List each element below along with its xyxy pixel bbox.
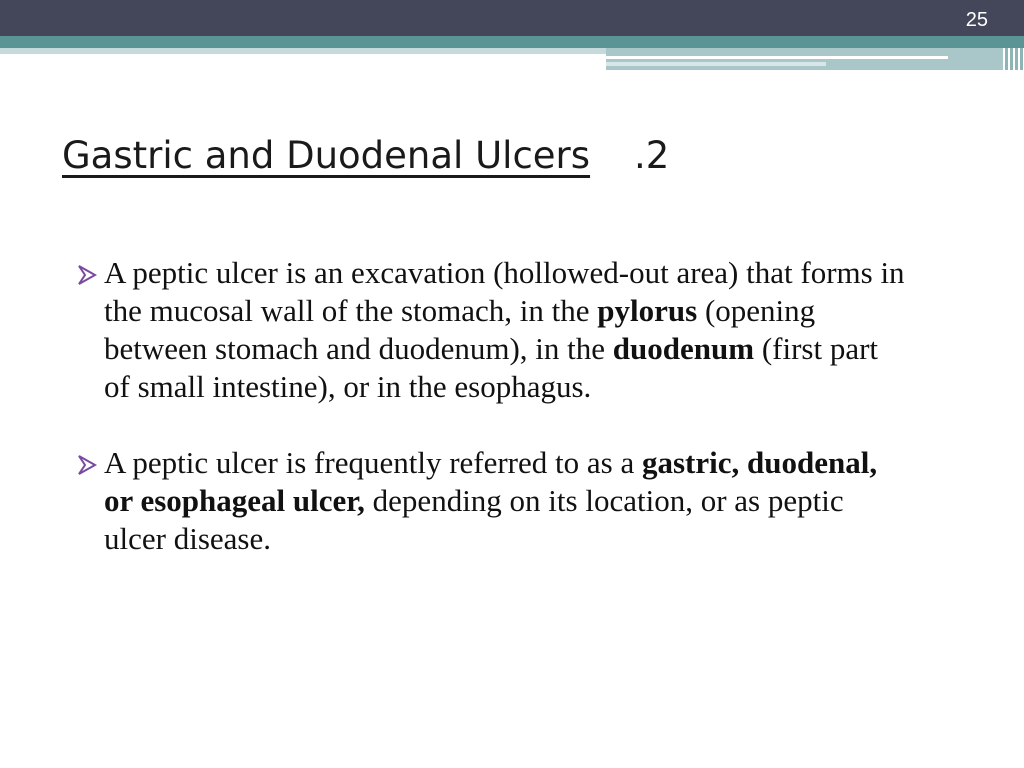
slide-title	[62, 134, 669, 177]
header-vertical-lines	[1003, 48, 1024, 70]
header-bar	[0, 0, 1024, 36]
header-right-block	[606, 48, 1024, 70]
slide-body	[76, 254, 906, 596]
slide-number: 25	[965, 9, 988, 31]
bullet-text: (first part of small intestine), or in the esophagus.	[104, 331, 879, 404]
slide-title-number: .2	[634, 134, 670, 177]
arrow-bullet-icon	[76, 454, 98, 476]
header-accent-stripe	[0, 36, 1024, 48]
slide-title-text: Gastric and Duodenal Ulcers	[62, 134, 591, 177]
header-light-stripe	[0, 48, 606, 54]
bullet-item	[76, 444, 906, 558]
bullet-text: A peptic ulcer is frequently referred to as a	[104, 445, 642, 480]
arrow-bullet-icon	[76, 264, 98, 286]
bullet-item	[76, 254, 906, 406]
bullet-bold-term: pylorus	[597, 293, 698, 328]
bullet-bold-term: gastric, duodenal, or esophageal ulcer,	[104, 445, 878, 518]
bullet-text: (opening between stomach and duodenum), in the	[104, 293, 816, 366]
bullet-text: depending on its location, or as peptic ulcer disease.	[104, 483, 844, 556]
header-right-line	[606, 56, 948, 59]
header-right-line-2	[606, 62, 826, 66]
bullet-text: A peptic ulcer is an excavation (hollowed-out area) that forms in the mucosal wall of the stomach, in the	[104, 255, 905, 328]
bullet-bold-term: duodenum	[612, 331, 755, 366]
